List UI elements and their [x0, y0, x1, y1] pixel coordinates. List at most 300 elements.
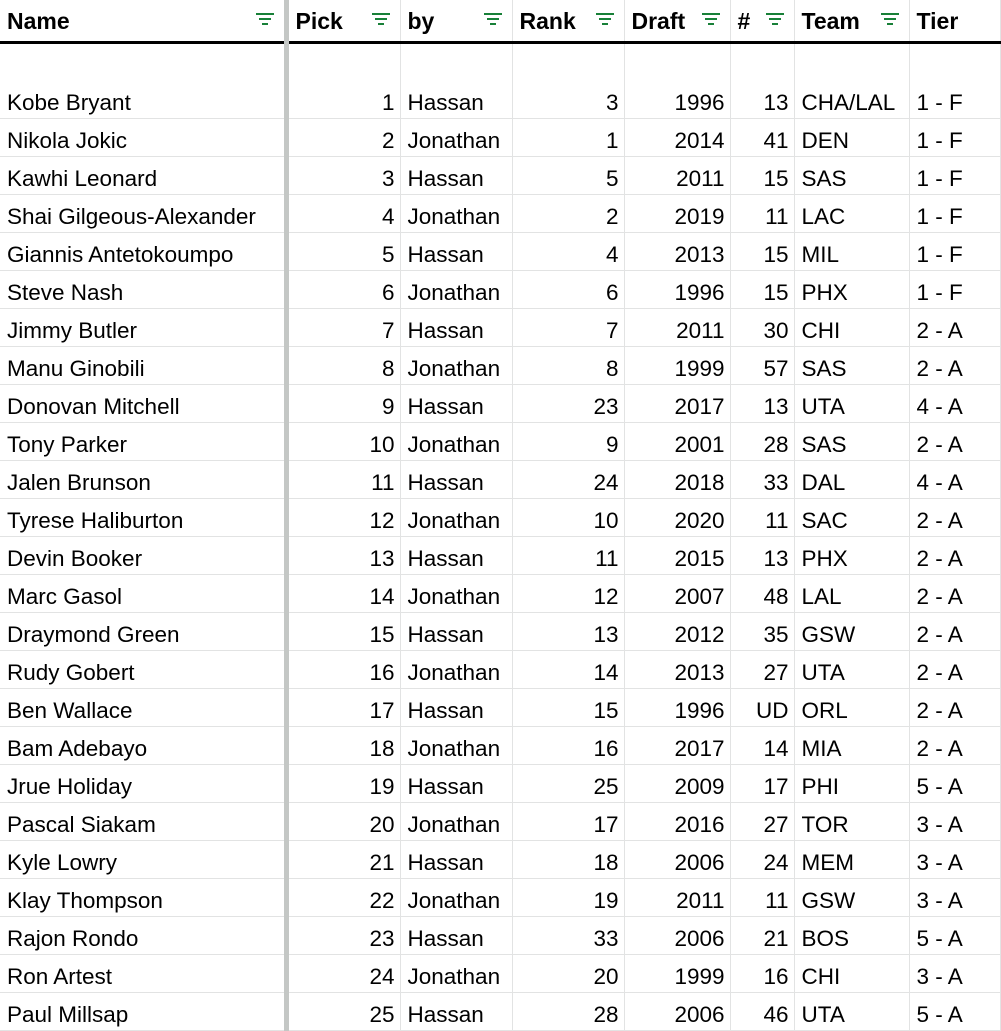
cell-by[interactable]: [400, 992, 512, 1030]
cell-value: 14: [369, 584, 395, 609]
cell-tier[interactable]: [909, 118, 1000, 156]
cell-draft[interactable]: [624, 270, 730, 308]
cell-draft[interactable]: [624, 536, 730, 574]
cell-tier[interactable]: [909, 346, 1000, 384]
cell-team[interactable]: [794, 232, 909, 270]
cell-tier[interactable]: [909, 878, 1000, 916]
cell-value: 1: [605, 128, 619, 153]
cell-value: 28: [763, 432, 789, 457]
cell-tier[interactable]: [909, 802, 1000, 840]
cell-name[interactable]: [0, 574, 286, 612]
cell-value: 2: [605, 204, 619, 229]
cell-team[interactable]: [794, 422, 909, 460]
cell-num[interactable]: [730, 270, 794, 308]
cell-pick[interactable]: [286, 726, 400, 764]
cell-tier[interactable]: [909, 840, 1000, 878]
cell-value: Jonathan: [407, 736, 501, 761]
spacer-cell: [730, 42, 794, 80]
cell-value: MIA: [801, 736, 842, 761]
cell-value: Giannis Antetokoumpo: [7, 242, 234, 267]
cell-value: 25: [369, 1002, 395, 1027]
cell-value: Rajon Rondo: [7, 926, 139, 951]
cell-pick[interactable]: [286, 764, 400, 802]
cell-rank[interactable]: [512, 764, 624, 802]
cell-tier[interactable]: [909, 954, 1000, 992]
cell-value: 21: [369, 850, 395, 875]
cell-rank[interactable]: [512, 156, 624, 194]
cell-value: MIL: [801, 242, 840, 267]
filter-icon[interactable]: [880, 11, 900, 27]
cell-tier[interactable]: [909, 726, 1000, 764]
column-header-label: Pick: [295, 7, 343, 34]
cell-tier[interactable]: [909, 270, 1000, 308]
cell-draft[interactable]: [624, 612, 730, 650]
cell-value: 16: [593, 736, 619, 761]
cell-num[interactable]: [730, 574, 794, 612]
cell-tier[interactable]: [909, 498, 1000, 536]
cell-rank[interactable]: [512, 118, 624, 156]
cell-pick[interactable]: [286, 384, 400, 422]
cell-num[interactable]: [730, 346, 794, 384]
cell-team[interactable]: [794, 80, 909, 118]
cell-num[interactable]: [730, 536, 794, 574]
cell-value: 13: [369, 546, 395, 571]
cell-num[interactable]: [730, 878, 794, 916]
cell-name[interactable]: [0, 726, 286, 764]
cell-name[interactable]: [0, 270, 286, 308]
cell-pick[interactable]: [286, 270, 400, 308]
cell-team[interactable]: [794, 650, 909, 688]
cell-value: SAC: [801, 508, 848, 533]
cell-pick[interactable]: [286, 650, 400, 688]
cell-pick[interactable]: [286, 688, 400, 726]
cell-draft[interactable]: [624, 574, 730, 612]
cell-value: 15: [369, 622, 395, 647]
cell-value: ORL: [801, 698, 848, 723]
cell-by[interactable]: [400, 954, 512, 992]
cell-num[interactable]: [730, 498, 794, 536]
column-header-tier[interactable]: [909, 0, 1000, 42]
cell-by[interactable]: [400, 194, 512, 232]
cell-by[interactable]: [400, 422, 512, 460]
cell-name[interactable]: [0, 194, 286, 232]
cell-tier[interactable]: [909, 308, 1000, 346]
cell-by[interactable]: [400, 270, 512, 308]
cell-draft[interactable]: [624, 726, 730, 764]
cell-by[interactable]: [400, 688, 512, 726]
cell-draft[interactable]: [624, 802, 730, 840]
cell-team[interactable]: [794, 308, 909, 346]
cell-tier[interactable]: [909, 688, 1000, 726]
cell-team[interactable]: [794, 764, 909, 802]
cell-value: Ben Wallace: [7, 698, 133, 723]
cell-draft[interactable]: [624, 840, 730, 878]
cell-rank[interactable]: [512, 612, 624, 650]
cell-by[interactable]: [400, 308, 512, 346]
cell-by[interactable]: [400, 232, 512, 270]
cell-value: 2 - A: [916, 546, 963, 571]
cell-num[interactable]: [730, 764, 794, 802]
cell-value: DEN: [801, 128, 850, 153]
cell-value: 22: [369, 888, 395, 913]
table-row: [0, 422, 1000, 460]
cell-num[interactable]: [730, 384, 794, 422]
cell-num[interactable]: [730, 460, 794, 498]
cell-tier[interactable]: [909, 612, 1000, 650]
cell-tier[interactable]: [909, 422, 1000, 460]
cell-pick[interactable]: [286, 308, 400, 346]
cell-name[interactable]: [0, 346, 286, 384]
cell-team[interactable]: [794, 194, 909, 232]
cell-value: 3: [605, 89, 619, 115]
cell-draft[interactable]: [624, 156, 730, 194]
cell-name[interactable]: [0, 498, 286, 536]
header-row: [0, 0, 1000, 42]
cell-num[interactable]: [730, 840, 794, 878]
cell-pick[interactable]: [286, 916, 400, 954]
cell-by[interactable]: [400, 878, 512, 916]
cell-num[interactable]: [730, 308, 794, 346]
cell-value: 2009: [674, 774, 725, 799]
cell-tier[interactable]: [909, 650, 1000, 688]
column-header-team[interactable]: [794, 0, 909, 42]
cell-value: UTA: [801, 394, 845, 419]
cell-value: 28: [593, 1002, 619, 1027]
cell-value: Tyrese Haliburton: [7, 508, 184, 533]
cell-tier[interactable]: [909, 194, 1000, 232]
cell-value: Kawhi Leonard: [7, 166, 158, 191]
cell-rank[interactable]: [512, 346, 624, 384]
cell-draft[interactable]: [624, 764, 730, 802]
cell-name[interactable]: [0, 80, 286, 118]
filter-icon[interactable]: [483, 11, 503, 27]
cell-value: 2014: [674, 128, 725, 153]
cell-value: 2 - A: [916, 508, 963, 533]
cell-team[interactable]: [794, 346, 909, 384]
cell-pick[interactable]: [286, 118, 400, 156]
cell-value: Ron Artest: [7, 964, 113, 989]
cell-by[interactable]: [400, 840, 512, 878]
cell-value: 2 - A: [916, 698, 963, 723]
cell-value: Draymond Green: [7, 622, 180, 647]
cell-by[interactable]: [400, 80, 512, 118]
filter-icon[interactable]: [595, 11, 615, 27]
cell-value: Hassan: [407, 850, 484, 875]
cell-rank[interactable]: [512, 536, 624, 574]
cell-value: 2 - A: [916, 432, 963, 457]
column-header-label: Name: [7, 7, 70, 34]
column-header-pick[interactable]: [286, 0, 400, 42]
cell-pick[interactable]: [286, 498, 400, 536]
cell-value: Hassan: [407, 622, 484, 647]
cell-team[interactable]: [794, 802, 909, 840]
cell-value: GSW: [801, 622, 856, 647]
cell-team[interactable]: [794, 840, 909, 878]
filter-icon[interactable]: [765, 11, 785, 27]
cell-pick[interactable]: [286, 194, 400, 232]
column-header-rank[interactable]: [512, 0, 624, 42]
cell-tier[interactable]: [909, 992, 1000, 1030]
column-header-by[interactable]: [400, 0, 512, 42]
cell-team[interactable]: [794, 992, 909, 1030]
cell-pick[interactable]: [286, 574, 400, 612]
cell-draft[interactable]: [624, 384, 730, 422]
cell-name[interactable]: [0, 916, 286, 954]
cell-value: 35: [763, 622, 789, 647]
column-header-num[interactable]: [730, 0, 794, 42]
table-row: [0, 156, 1000, 194]
cell-value: Jonathan: [407, 280, 501, 305]
cell-by[interactable]: [400, 498, 512, 536]
cell-name[interactable]: [0, 118, 286, 156]
cell-num[interactable]: [730, 612, 794, 650]
cell-pick[interactable]: [286, 878, 400, 916]
cell-pick[interactable]: [286, 422, 400, 460]
cell-rank[interactable]: [512, 688, 624, 726]
spacer-cell: [400, 42, 512, 80]
cell-draft[interactable]: [624, 232, 730, 270]
cell-team[interactable]: [794, 118, 909, 156]
cell-value: 2011: [676, 888, 725, 913]
cell-tier[interactable]: [909, 384, 1000, 422]
cell-value: Jonathan: [407, 584, 501, 609]
cell-team[interactable]: [794, 384, 909, 422]
cell-draft[interactable]: [624, 460, 730, 498]
cell-tier[interactable]: [909, 232, 1000, 270]
cell-draft[interactable]: [624, 194, 730, 232]
column-header-label: Draft: [631, 7, 686, 34]
cell-name[interactable]: [0, 840, 286, 878]
cell-value: Paul Millsap: [7, 1002, 129, 1027]
cell-rank[interactable]: [512, 802, 624, 840]
column-header-label: Team: [801, 7, 860, 34]
cell-name[interactable]: [0, 422, 286, 460]
cell-pick[interactable]: [286, 954, 400, 992]
column-header-draft[interactable]: [624, 0, 730, 42]
cell-num[interactable]: [730, 232, 794, 270]
cell-value: 1: [381, 89, 395, 115]
cell-value: 2 - A: [916, 584, 963, 609]
cell-by[interactable]: [400, 650, 512, 688]
cell-rank[interactable]: [512, 498, 624, 536]
cell-num[interactable]: [730, 992, 794, 1030]
cell-value: UTA: [801, 1002, 845, 1027]
cell-name[interactable]: [0, 536, 286, 574]
cell-name[interactable]: [0, 460, 286, 498]
cell-num[interactable]: [730, 954, 794, 992]
cell-value: 1999: [674, 964, 725, 989]
cell-value: 13: [763, 89, 789, 115]
cell-pick[interactable]: [286, 346, 400, 384]
cell-name[interactable]: [0, 156, 286, 194]
filter-icon[interactable]: [701, 11, 721, 27]
cell-value: Hassan: [407, 242, 484, 267]
cell-rank[interactable]: [512, 384, 624, 422]
cell-by[interactable]: [400, 916, 512, 954]
cell-num[interactable]: [730, 194, 794, 232]
cell-name[interactable]: [0, 802, 286, 840]
cell-team[interactable]: [794, 954, 909, 992]
cell-draft[interactable]: [624, 688, 730, 726]
cell-rank[interactable]: [512, 650, 624, 688]
cell-rank[interactable]: [512, 422, 624, 460]
cell-by[interactable]: [400, 612, 512, 650]
cell-draft[interactable]: [624, 878, 730, 916]
cell-num[interactable]: [730, 916, 794, 954]
cell-name[interactable]: [0, 612, 286, 650]
cell-team[interactable]: [794, 726, 909, 764]
cell-name[interactable]: [0, 764, 286, 802]
cell-team[interactable]: [794, 612, 909, 650]
cell-rank[interactable]: [512, 878, 624, 916]
cell-pick[interactable]: [286, 536, 400, 574]
cell-draft[interactable]: [624, 992, 730, 1030]
cell-draft[interactable]: [624, 498, 730, 536]
cell-draft[interactable]: [624, 422, 730, 460]
cell-draft[interactable]: [624, 80, 730, 118]
table-row: [0, 232, 1000, 270]
cell-value: 30: [763, 318, 789, 343]
cell-pick[interactable]: [286, 156, 400, 194]
cell-team[interactable]: [794, 156, 909, 194]
cell-value: 2 - A: [916, 736, 963, 761]
cell-tier[interactable]: [909, 764, 1000, 802]
cell-num[interactable]: [730, 688, 794, 726]
cell-name[interactable]: [0, 688, 286, 726]
cell-num[interactable]: [730, 156, 794, 194]
cell-value: 15: [763, 280, 789, 305]
cell-draft[interactable]: [624, 916, 730, 954]
cell-name[interactable]: [0, 232, 286, 270]
cell-name[interactable]: [0, 954, 286, 992]
cell-tier[interactable]: [909, 156, 1000, 194]
cell-by[interactable]: [400, 802, 512, 840]
cell-value: SAS: [801, 166, 847, 191]
cell-by[interactable]: [400, 384, 512, 422]
cell-value: 17: [593, 812, 619, 837]
cell-rank[interactable]: [512, 574, 624, 612]
cell-rank[interactable]: [512, 840, 624, 878]
table-row: [0, 346, 1000, 384]
cell-rank[interactable]: [512, 726, 624, 764]
table-row: [0, 80, 1000, 118]
cell-team[interactable]: [794, 536, 909, 574]
cell-pick[interactable]: [286, 992, 400, 1030]
spacer-cell: [624, 42, 730, 80]
cell-value: 2013: [674, 660, 725, 685]
cell-pick[interactable]: [286, 802, 400, 840]
cell-num[interactable]: [730, 650, 794, 688]
cell-value: 21: [763, 926, 789, 951]
table-row: [0, 916, 1000, 954]
cell-team[interactable]: [794, 498, 909, 536]
cell-value: 15: [763, 166, 789, 191]
cell-by[interactable]: [400, 118, 512, 156]
cell-value: Jonathan: [407, 660, 501, 685]
filter-icon[interactable]: [371, 11, 391, 27]
cell-value: Hassan: [407, 698, 484, 723]
cell-team[interactable]: [794, 270, 909, 308]
cell-by[interactable]: [400, 346, 512, 384]
cell-by[interactable]: [400, 574, 512, 612]
cell-name[interactable]: [0, 650, 286, 688]
cell-name[interactable]: [0, 992, 286, 1030]
cell-value: 1 - F: [916, 89, 963, 115]
cell-rank[interactable]: [512, 308, 624, 346]
cell-by[interactable]: [400, 726, 512, 764]
cell-num[interactable]: [730, 80, 794, 118]
cell-value: Hassan: [407, 1002, 484, 1027]
cell-value: 19: [593, 888, 619, 913]
cell-value: SAS: [801, 432, 847, 457]
cell-draft[interactable]: [624, 308, 730, 346]
cell-name[interactable]: [0, 384, 286, 422]
cell-team[interactable]: [794, 460, 909, 498]
cell-value: 16: [763, 964, 789, 989]
column-header-label: Tier: [916, 7, 959, 34]
cell-team[interactable]: [794, 878, 909, 916]
cell-team[interactable]: [794, 574, 909, 612]
cell-num[interactable]: [730, 726, 794, 764]
cell-value: 27: [763, 812, 789, 837]
cell-draft[interactable]: [624, 650, 730, 688]
cell-tier[interactable]: [909, 536, 1000, 574]
cell-pick[interactable]: [286, 232, 400, 270]
cell-name[interactable]: [0, 308, 286, 346]
cell-tier[interactable]: [909, 80, 1000, 118]
cell-by[interactable]: [400, 536, 512, 574]
cell-by[interactable]: [400, 156, 512, 194]
cell-rank[interactable]: [512, 460, 624, 498]
filter-icon[interactable]: [255, 11, 275, 27]
cell-by[interactable]: [400, 460, 512, 498]
cell-rank[interactable]: [512, 916, 624, 954]
cell-tier[interactable]: [909, 460, 1000, 498]
cell-pick[interactable]: [286, 80, 400, 118]
cell-draft[interactable]: [624, 954, 730, 992]
cell-pick[interactable]: [286, 612, 400, 650]
table-row: [0, 840, 1000, 878]
cell-rank[interactable]: [512, 992, 624, 1030]
cell-value: SAS: [801, 356, 847, 381]
cell-name[interactable]: [0, 878, 286, 916]
column-header-name[interactable]: [0, 0, 286, 42]
cell-value: 11: [765, 204, 789, 229]
cell-value: Jrue Holiday: [7, 774, 133, 799]
cell-rank[interactable]: [512, 954, 624, 992]
cell-pick[interactable]: [286, 460, 400, 498]
cell-rank[interactable]: [512, 194, 624, 232]
cell-draft[interactable]: [624, 118, 730, 156]
cell-draft[interactable]: [624, 346, 730, 384]
cell-rank[interactable]: [512, 80, 624, 118]
cell-num[interactable]: [730, 802, 794, 840]
cell-num[interactable]: [730, 422, 794, 460]
cell-tier[interactable]: [909, 574, 1000, 612]
cell-team[interactable]: [794, 688, 909, 726]
cell-team[interactable]: [794, 916, 909, 954]
cell-value: 2017: [674, 394, 725, 419]
cell-by[interactable]: [400, 764, 512, 802]
cell-pick[interactable]: [286, 840, 400, 878]
cell-value: PHX: [801, 280, 848, 305]
cell-value: 15: [593, 698, 619, 723]
cell-num[interactable]: [730, 118, 794, 156]
cell-tier[interactable]: [909, 916, 1000, 954]
cell-rank[interactable]: [512, 232, 624, 270]
cell-rank[interactable]: [512, 270, 624, 308]
cell-value: GSW: [801, 888, 856, 913]
